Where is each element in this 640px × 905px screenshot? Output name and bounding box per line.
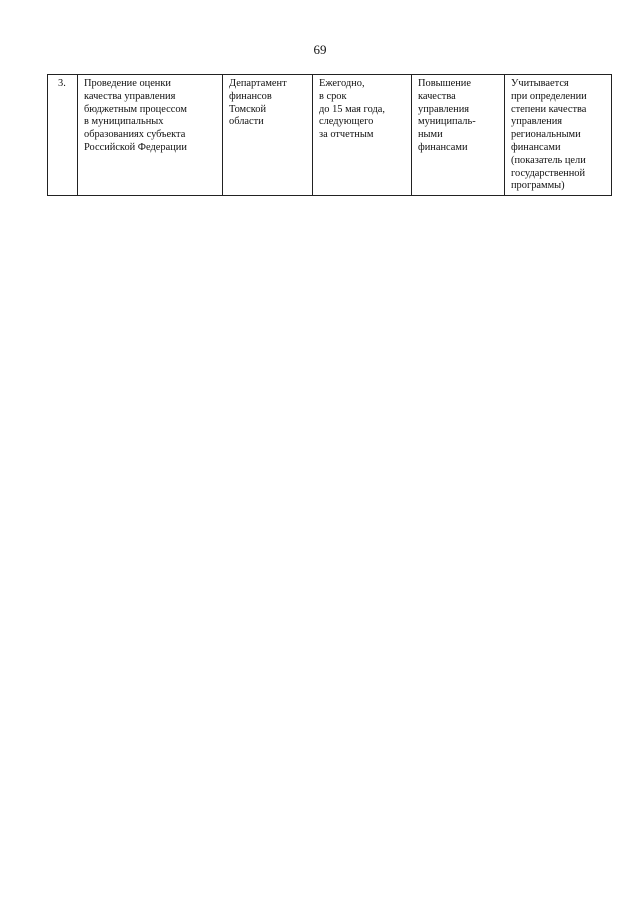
cell-line: программы): [511, 180, 565, 192]
cell-line: ными: [418, 129, 443, 141]
cell-activity: [78, 75, 223, 196]
cell-line: в муниципальных: [84, 116, 164, 128]
cell-result: [412, 75, 505, 196]
cell-line: Повышение: [418, 78, 471, 89]
cell-line: за отчетным: [319, 129, 374, 141]
cell-line: государственной: [511, 167, 586, 179]
cell-line: Ежегодно,: [319, 78, 365, 89]
measures-table: [47, 74, 612, 196]
cell-line: следующего: [319, 116, 374, 128]
cell-line: Томской: [229, 103, 267, 115]
cell-line: качества: [418, 90, 456, 102]
cell-line: до 15 мая года,: [319, 103, 385, 115]
cell-line: (показатель цели: [511, 154, 586, 166]
cell-note: [505, 75, 612, 196]
cell-line: управления: [511, 116, 563, 128]
cell-line: бюджетным процессом: [84, 103, 187, 115]
cell-line: Российской Федерации: [84, 141, 187, 153]
cell-line: финансов: [229, 90, 272, 102]
cell-line: области: [229, 116, 264, 128]
cell-number: [48, 75, 78, 196]
cell-line: при определении: [511, 90, 587, 102]
table-row: [48, 75, 612, 196]
cell-line: финансами: [418, 141, 468, 153]
cell-line: Учитывается: [511, 78, 569, 89]
page-number: 69: [313, 42, 327, 57]
cell-deadline: [313, 75, 412, 196]
cell-line: качества управления: [84, 90, 176, 102]
cell-line: степени качества: [511, 103, 587, 115]
cell-line: муниципаль-: [418, 116, 476, 128]
cell-line: Проведение оценки: [84, 78, 171, 89]
cell-line: региональными: [511, 129, 581, 141]
cell-line: управления: [418, 103, 470, 115]
cell-line: 3.: [58, 78, 66, 89]
cell-responsible: [223, 75, 313, 196]
cell-line: образованиях субъекта: [84, 129, 186, 141]
cell-line: Департамент: [229, 78, 287, 89]
cell-line: финансами: [511, 141, 561, 153]
cell-line: в срок: [319, 90, 347, 102]
